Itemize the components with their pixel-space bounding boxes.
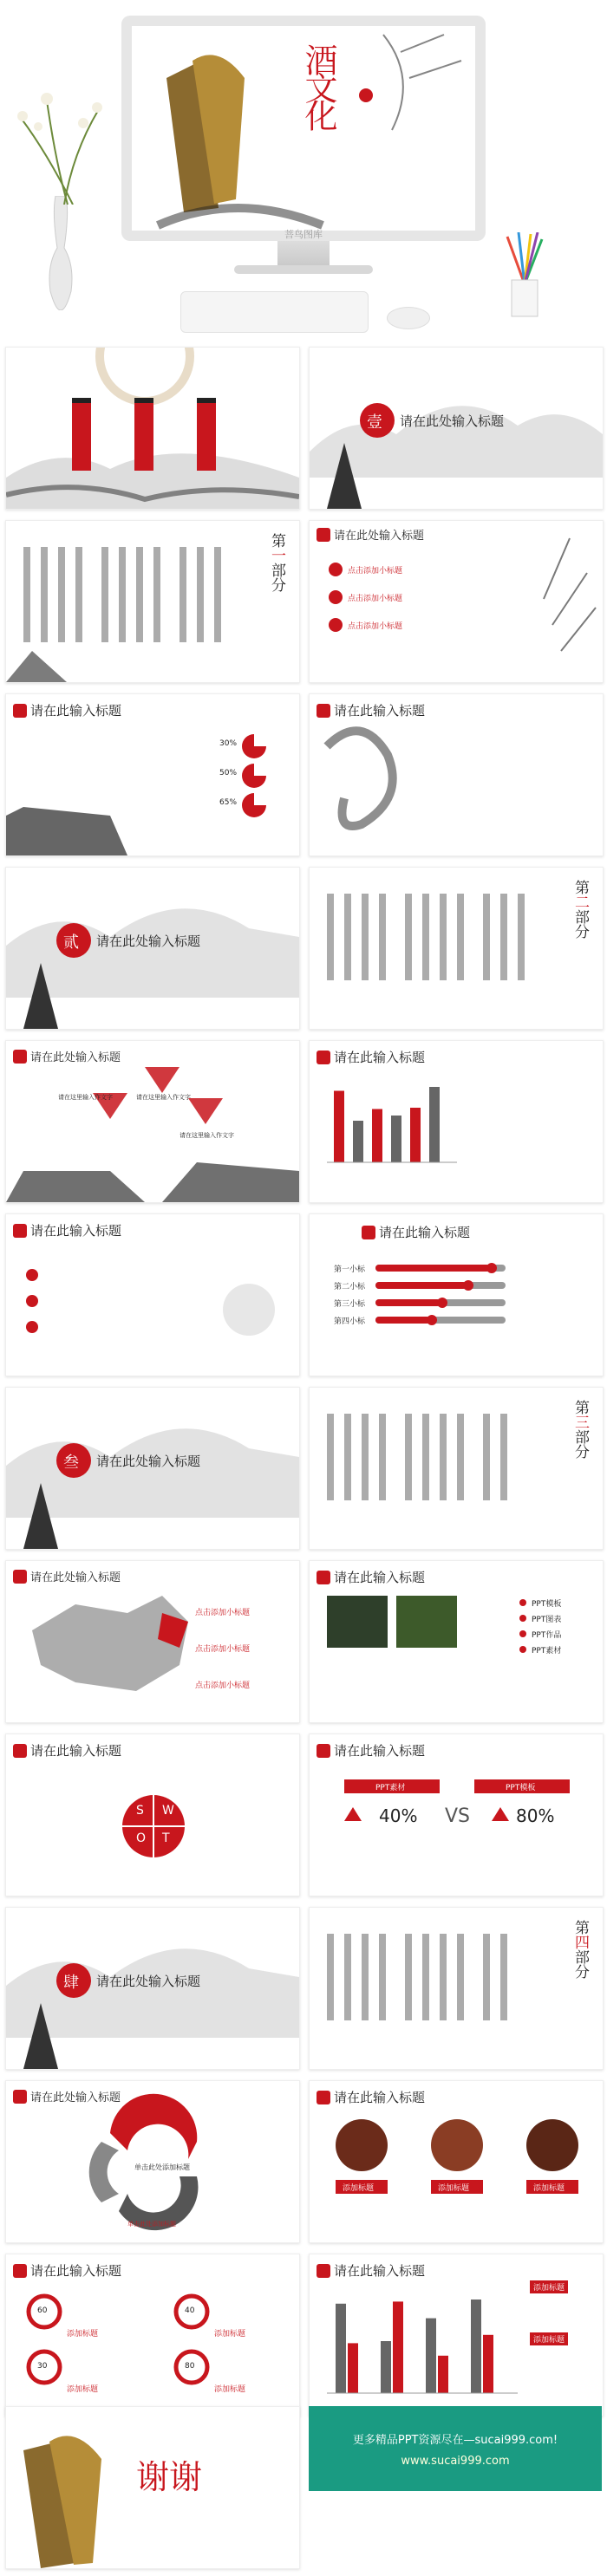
thanks-text: 谢谢 bbox=[136, 2458, 203, 2496]
slide-heading bbox=[317, 1048, 425, 1066]
progress-label-3: 第三小标 bbox=[334, 1300, 366, 1309]
vase-illustration bbox=[47, 196, 75, 310]
card-title-3: 添加标题 bbox=[533, 2184, 565, 2193]
progress-fill-1 bbox=[375, 1265, 490, 1272]
heading-text: 请在此输入标题 bbox=[334, 1050, 426, 1065]
bar-1 bbox=[334, 1091, 344, 1163]
slide-section-2[interactable] bbox=[5, 867, 300, 1030]
slide-round-photos[interactable] bbox=[309, 2080, 604, 2243]
slide-heading bbox=[13, 1568, 121, 1584]
slide-heading bbox=[317, 2261, 425, 2280]
progress-knob-1 bbox=[486, 1263, 497, 1273]
slide-heading bbox=[13, 701, 121, 719]
left-tag: PPT素材 bbox=[375, 1784, 406, 1792]
circle-title-4: 添加标题 bbox=[214, 2385, 246, 2394]
monitor-foot bbox=[234, 265, 373, 274]
slide-heading bbox=[13, 2088, 121, 2104]
chart-tag-1: 添加标题 bbox=[530, 2280, 568, 2293]
slide-lotus-list[interactable] bbox=[5, 1213, 300, 1376]
left-value: 40% bbox=[379, 1805, 418, 1826]
cycle-center-text: 单击此处添加标题 bbox=[134, 2163, 190, 2171]
slide-progress-bars[interactable] bbox=[309, 1213, 604, 1376]
slide-heading bbox=[317, 1741, 425, 1760]
slide-heading bbox=[13, 2261, 121, 2280]
bar-4 bbox=[391, 1116, 401, 1162]
progress-fill-2 bbox=[375, 1282, 467, 1289]
bar-5 bbox=[410, 1108, 421, 1162]
slide-dragon[interactable] bbox=[309, 693, 604, 856]
vs-label: VS bbox=[445, 1805, 471, 1827]
progress-label-4: 第四小标 bbox=[334, 1317, 366, 1326]
part-prefix: 第 bbox=[268, 533, 285, 548]
banner-line-1: 更多精品PPT资源尽在—sucai999.com! bbox=[352, 2434, 558, 2447]
slide-cycle-arrows[interactable] bbox=[5, 2080, 300, 2243]
card-title-1: 添加标题 bbox=[343, 2184, 375, 2193]
list-item-3: PPT作品 bbox=[532, 1631, 562, 1640]
orchid-illustration bbox=[12, 83, 108, 205]
circle-title-2: 添加标题 bbox=[214, 2330, 246, 2339]
slide-bar-chart-2[interactable] bbox=[309, 2254, 604, 2417]
monitor-frame bbox=[121, 16, 486, 241]
keyboard-illustration bbox=[180, 291, 369, 333]
point-2: 请在这里输入作文字 bbox=[136, 1094, 191, 1101]
progress-knob-3 bbox=[437, 1298, 447, 1308]
part-suffix: 部分 bbox=[571, 1949, 589, 1979]
swot-w: W bbox=[162, 1804, 174, 1818]
slide-part-3-text[interactable] bbox=[309, 1387, 604, 1550]
point-1: 请在这里输入作文字 bbox=[58, 1094, 113, 1101]
cycle-bottom-text: 单击此处添加标题 bbox=[127, 2221, 176, 2228]
heading-text: 请在此输入标题 bbox=[334, 2263, 426, 2279]
swot-t: T bbox=[162, 1831, 170, 1845]
slide-thanks[interactable] bbox=[5, 2406, 300, 2569]
slide-photo-list[interactable] bbox=[309, 1560, 604, 1723]
section-numeral: 贰 bbox=[63, 933, 79, 952]
circle-title-1: 添加标题 bbox=[67, 2330, 99, 2339]
heading-text: 请在此输入标题 bbox=[334, 2090, 426, 2105]
progress-fill-3 bbox=[375, 1299, 441, 1306]
banner-line-2[interactable]: www.sucai999.com bbox=[401, 2455, 510, 2468]
percent-1: 30% bbox=[219, 739, 238, 748]
slide-heading bbox=[317, 526, 424, 543]
list-item-1: PPT模板 bbox=[532, 1600, 562, 1609]
heading-text: 请在此处输入标题 bbox=[30, 1051, 121, 1064]
slide-title: 请在此处输入标题 bbox=[400, 413, 505, 429]
heading-text: 请在此输入标题 bbox=[30, 1223, 122, 1239]
slide-section-3[interactable] bbox=[5, 1387, 300, 1550]
hero-showcase bbox=[0, 0, 607, 342]
slide-triangle-points[interactable] bbox=[5, 1040, 300, 1203]
part-label bbox=[266, 533, 288, 592]
slide-section-1[interactable] bbox=[309, 347, 604, 510]
slide-versus[interactable] bbox=[309, 1734, 604, 1896]
slide-swot[interactable] bbox=[5, 1734, 300, 1896]
list-item-2: PPT图表 bbox=[532, 1616, 562, 1624]
map-subtitle-2: 点击添加小标题 bbox=[195, 1645, 251, 1654]
progress-label-1: 第一小标 bbox=[334, 1265, 366, 1274]
subheading-2: 点击添加小标题 bbox=[348, 595, 403, 603]
slide-heading bbox=[317, 2088, 425, 2106]
map-subtitle-1: 点击添加小标题 bbox=[195, 1609, 251, 1617]
subheading-1: 点击添加小标题 bbox=[348, 567, 403, 576]
list-item-4: PPT素材 bbox=[532, 1647, 562, 1656]
slide-part-2-text[interactable] bbox=[309, 867, 604, 1030]
resource-banner[interactable] bbox=[309, 2406, 602, 2491]
heading-text: 请在此处输入标题 bbox=[30, 2091, 121, 2104]
part-prefix: 第 bbox=[571, 880, 589, 894]
section-numeral: 叁 bbox=[63, 1454, 79, 1472]
section-numeral: 壹 bbox=[367, 413, 382, 432]
swot-s: S bbox=[136, 1804, 144, 1818]
map-subtitle-3: 点击添加小标题 bbox=[195, 1682, 251, 1690]
percent-2: 50% bbox=[219, 769, 238, 777]
slide-bullets-1[interactable] bbox=[309, 520, 604, 683]
circle-value-4: 80 bbox=[185, 2362, 195, 2371]
part-suffix: 部分 bbox=[571, 1429, 589, 1459]
heading-text: 请在此输入标题 bbox=[30, 2263, 122, 2279]
slide-heading bbox=[13, 1048, 121, 1064]
slide-map[interactable] bbox=[5, 1560, 300, 1723]
right-value: 80% bbox=[516, 1805, 555, 1826]
bar-4-series-1 bbox=[471, 2300, 481, 2393]
bar-3-series-2 bbox=[438, 2356, 448, 2393]
slide-title: 请在此处输入标题 bbox=[96, 1454, 201, 1469]
heading-text: 请在此输入标题 bbox=[379, 1225, 471, 1240]
slide-heading bbox=[13, 1221, 121, 1239]
slide-circle-values[interactable] bbox=[5, 2254, 300, 2417]
bar-2-series-1 bbox=[381, 2341, 391, 2393]
swot-o: O bbox=[136, 1831, 147, 1845]
bar-2 bbox=[353, 1121, 363, 1162]
progress-label-2: 第二小标 bbox=[334, 1283, 366, 1291]
slide-title: 请在此处输入标题 bbox=[96, 933, 201, 949]
part-numeral: 一 bbox=[268, 548, 285, 563]
chart-tag-2: 添加标题 bbox=[530, 2332, 568, 2345]
slide-heading bbox=[317, 1568, 425, 1586]
bar-6 bbox=[429, 1087, 440, 1162]
slide-title: 请在此处输入标题 bbox=[96, 1974, 201, 1989]
circle-title-3: 添加标题 bbox=[67, 2385, 99, 2394]
part-numeral: 二 bbox=[571, 894, 589, 909]
card-title-2: 添加标题 bbox=[438, 2184, 470, 2193]
part-numeral: 三 bbox=[571, 1415, 589, 1429]
part-prefix: 第 bbox=[571, 1920, 589, 1935]
bar-3 bbox=[372, 1109, 382, 1163]
circle-value-1: 60 bbox=[37, 2306, 48, 2315]
bar-1-series-2 bbox=[348, 2343, 358, 2393]
right-tag: PPT模板 bbox=[506, 1784, 536, 1792]
slide-part-1-text[interactable] bbox=[5, 520, 300, 683]
heading-text: 请在此处输入标题 bbox=[30, 1571, 121, 1584]
heading-text: 请在此输入标题 bbox=[334, 1570, 426, 1585]
heading-text: 请在此处输入标题 bbox=[334, 530, 425, 543]
slide-part-4-text[interactable] bbox=[309, 1907, 604, 2070]
part-numeral: 四 bbox=[571, 1935, 589, 1949]
bar-4-series-2 bbox=[483, 2335, 493, 2393]
part-label bbox=[570, 1920, 591, 1979]
part-suffix: 部分 bbox=[268, 563, 285, 592]
slide-heading bbox=[317, 701, 425, 719]
slide-toc[interactable] bbox=[5, 347, 300, 510]
point-3: 请在这里输入作文字 bbox=[179, 1132, 234, 1139]
bar-2-series-2 bbox=[393, 2301, 403, 2393]
brand-label: 菩鸟图库 bbox=[284, 229, 323, 240]
slide-section-4[interactable] bbox=[5, 1907, 300, 2070]
slide-percent-rings[interactable] bbox=[5, 693, 300, 856]
slide-heading bbox=[362, 1223, 470, 1241]
part-prefix: 第 bbox=[571, 1400, 589, 1415]
slide-heading bbox=[13, 1741, 121, 1760]
progress-fill-4 bbox=[375, 1317, 430, 1324]
part-suffix: 部分 bbox=[571, 909, 589, 939]
bar-3-series-1 bbox=[426, 2319, 436, 2393]
section-numeral: 肆 bbox=[63, 1974, 79, 1992]
heading-text: 请在此输入标题 bbox=[334, 1743, 426, 1759]
part-label bbox=[570, 880, 591, 939]
heading-text: 请在此输入标题 bbox=[334, 703, 426, 719]
progress-knob-4 bbox=[427, 1315, 437, 1325]
screen-title: 酒文化 bbox=[299, 43, 337, 127]
heading-text: 请在此输入标题 bbox=[30, 1743, 122, 1759]
part-label bbox=[570, 1400, 591, 1459]
subheading-3: 点击添加小标题 bbox=[348, 622, 403, 631]
monitor-stand bbox=[277, 241, 330, 267]
monitor-screen bbox=[132, 26, 475, 231]
circle-value-3: 30 bbox=[37, 2362, 48, 2371]
progress-knob-2 bbox=[463, 1280, 473, 1291]
circle-value-2: 40 bbox=[185, 2306, 195, 2315]
percent-3: 65% bbox=[219, 798, 238, 807]
slide-bar-chart-1[interactable] bbox=[309, 1040, 604, 1203]
pen-holder-illustration bbox=[503, 232, 546, 317]
mouse-illustration bbox=[387, 307, 430, 329]
heading-text: 请在此输入标题 bbox=[30, 703, 122, 719]
bar-1-series-1 bbox=[336, 2304, 346, 2393]
